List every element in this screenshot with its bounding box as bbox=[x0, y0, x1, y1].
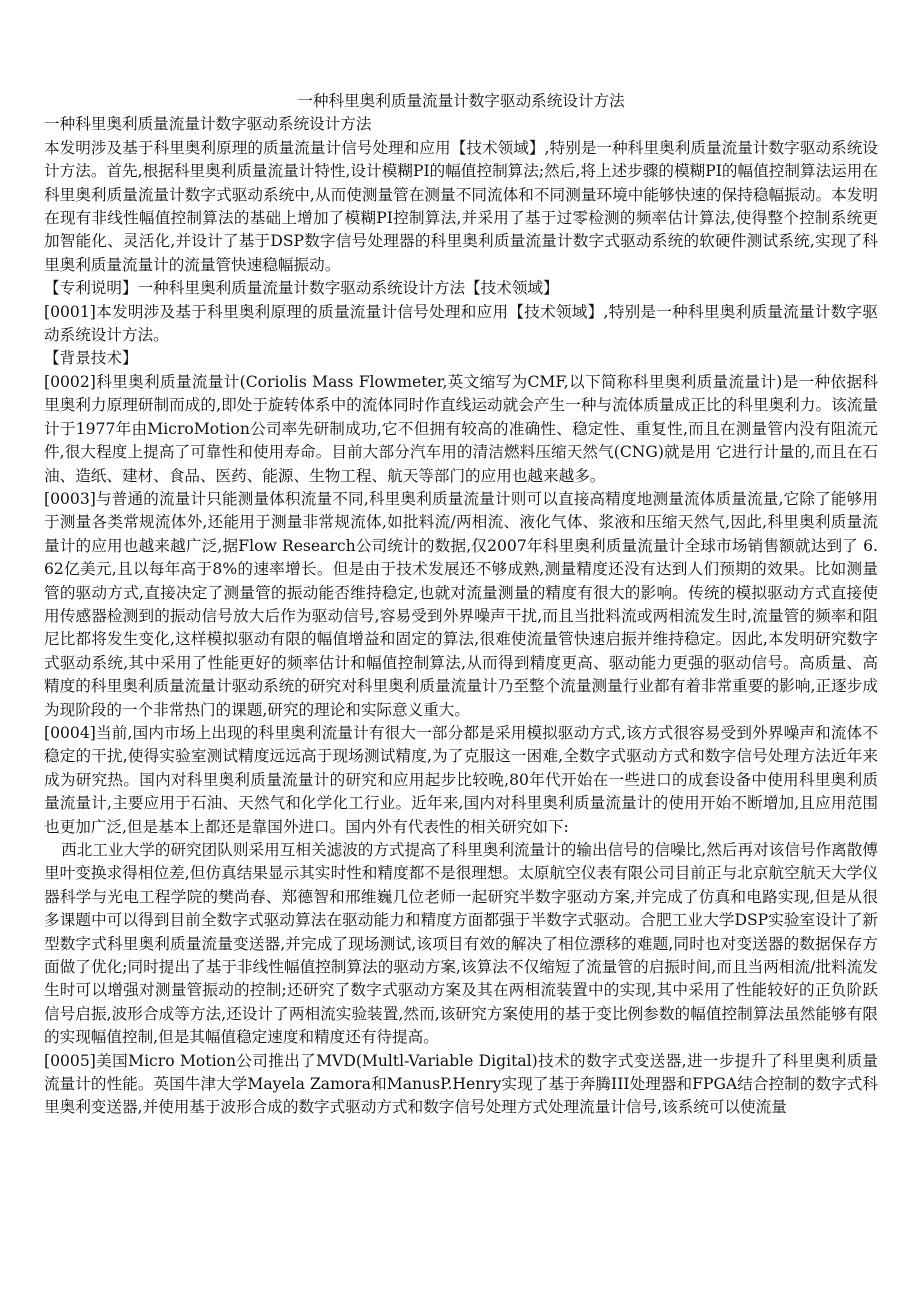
paragraph-0003: [0003]与普通的流量计只能测量体积流量不同,科里奥利质量流量计则可以直接高精度地测量流体质量流量,它除了能够用于测量各类常规流体外,还能用于测量非常规流体,如批料流/两相流、液化气体、浆液和压缩天然气,因此,科里奥利质量流量计的应用也越来越广泛,据Flow Research公司统计的数据,仅2007年科里奥利质量流量计全球市场销售额就达到了 6.62亿美元,且以每年高于8%的速率增长。但是由于技术发展还不够成熟,测量精度还没有达到人们预期的效果。比如测量管的驱动方式,直接决定了测量管的振动能否维持稳定,也就对流量测量的精度有很大的影响。传统的模拟驱动方式直接使用传感器检测到的振动信号放大后作为驱动信号,容易受到外界噪声干扰,而且当批料流或两相流发生时,流量管的频率和阻尼比都将发生变化,这样模拟驱动有限的幅值增益和固定的算法,很难使流量管快速启振并维持稳定。因此,本发明研究数字式驱动系统,其中采用了性能更好的频率估计和幅值控制算法,从而得到精度更高、驱动能力更强的驱动信号。高质量、高精度的科里奥利质量流量计驱动系统的研究对科里奥利质量流量计乃至整个流量测量行业都有着非常重要的影响,正逐步成为现阶段的一个非常热门的课题,研究的理论和实际意义重大。 bbox=[44, 489, 878, 719]
document-subtitle: 一种科里奥利质量流量计数字驱动系统设计方法 bbox=[44, 115, 372, 134]
background-heading: 【背景技术】 bbox=[44, 349, 138, 368]
abstract-paragraph: 本发明涉及基于科里奥利原理的质量流量计信号处理和应用【技术领域】,特别是一种科里奥利质量流量计数字驱动系统设计方法。首先,根据科里奥利质量流量计特性,设计模糊PI的幅值控制算法;然后,将上述步骤的模糊PI的幅值控制算法运用在科里奥利质量流量计数字式驱动系统中,从而使测量管在测量不同流体和不同测量环境中能够快速的保持稳幅振动。本发明在现有非线性幅值控制算法的基础上增加了模糊PI控制算法,并采用了基于过零检测的频率估计算法,使得整个控制系统更加智能化、灵活化,并设计了基于DSP数字信号处理器的科里奥利质量流量计数字式驱动系统的软硬件测试系统,实现了科里奥利质量流量计的流量管快速稳幅振动。 bbox=[44, 138, 878, 274]
paragraph-0004: [0004]当前,国内市场上出现的科里奥利流量计有很大一部分都是采用模拟驱动方式,该方式很容易受到外界噪声和流体不稳定的干扰,使得实验室测试精度远远高于现场测试精度,为了克服这一困难,全数字式驱动方式和数字信号处理方法近年来成为研究热。国内对科里奥利质量流量计的研究和应用起步比较晚,80年代开始在一些进口的成套设备中使用科里奥利质量流量计,主要应用于石油、天然气和化学化工行业。近年来,国内对科里奥利质量流量计的使用开始不断增加,且应用范围也更加广泛,但是基本上都还是靠国外进口。国内外有代表性的相关研究如下: bbox=[44, 723, 878, 836]
specification-heading: 【专利说明】一种科里奥利质量流量计数字驱动系统设计方法【技术领域】 bbox=[44, 279, 559, 298]
paragraph-0004-continued: 西北工业大学的研究团队则采用互相关滤波的方式提高了科里奥利流量计的输出信号的信噪比,然后再对该信号作离散傅里叶变换求得相位差,但仿真结果显示其实时性和精度都不是很理想。太原航空仪表有限公司目前正与北京航空航天大学仪器科学与光电工程学院的樊尚春、郑德智和邢维巍几位老师一起研究半数字驱动方案,并完成了仿真和电路实现,但是从很多课题中可以得到目前全数字式驱动算法在驱动能力和精度方面都强于半数字式驱动。合肥工业大学DSP实验室设计了新型数字式科里奥利质量流量变送器,并完成了现场测试,该项目有效的解决了相位漂移的难题,同时也对变送器的数据保存方面做了优化;同时提出了基于非线性幅值控制算法的驱动方案,该算法不仅缩短了流量管的启振时间,而且当两相流/批料流发生时可以增强对测量管振动的控制;还研究了数字式驱动方案及其在两相流装置中的实现,其中采用了性能较好的正负阶跃信号启振,波形合成等方法,还设计了两相流实验装置,然而,该研究方案使用的基于变比例参数的幅值控制算法虽然能够有限的实现幅值控制,但是其幅值稳定速度和精度还有待提高。 bbox=[44, 841, 878, 1047]
document-page bbox=[44, 90, 878, 1120]
paragraph-0005: [0005]美国Micro Motion公司推出了MVD(Multl-Variable Digital)技术的数字式变送器,进一步提升了科里奥利质量流量计的性能。英国牛津大学Mayela Zamora和ManusP.Henry实现了基于奔腾III处理器和FPGA结合控制的数字式科里奥利变送器,并使用基于波形合成的数字式驱动方式和数字信号处理方式处理流量计信号,该系统可以使流量 bbox=[44, 1051, 878, 1117]
paragraph-0001: [0001]本发明涉及基于科里奥利原理的质量流量计信号处理和应用【技术领域】,特别是一种科里奥利质量流量计数字驱动系统设计方法。 bbox=[44, 302, 878, 345]
document-title: 一种科里奥利质量流量计数字驱动系统设计方法 bbox=[297, 92, 625, 110]
paragraph-0002: [0002]科里奥利质量流量计(Coriolis Mass Flowmeter,英文缩写为CMF,以下简称科里奥利质量流量计)是一种依据科里奥利力原理研制而成的,即处于旋转体系中的流体同时作直线运动就会产生一种与流体质量成正比的科里奥利力。该流量计于1977年由MicroMotion公司率先研制成功,它不但拥有较高的准确性、稳定性、重复性,而且在测量管内没有阻流元件,很大程度上提高了可靠性和使用寿命。目前大部分汽车用的清洁燃料压缩天然气(CNG)就是用 它进行计量的,而且在石油、造纸、建材、食品、医药、能源、生物工程、航天等部门的应用也越来越多。 bbox=[44, 372, 878, 485]
